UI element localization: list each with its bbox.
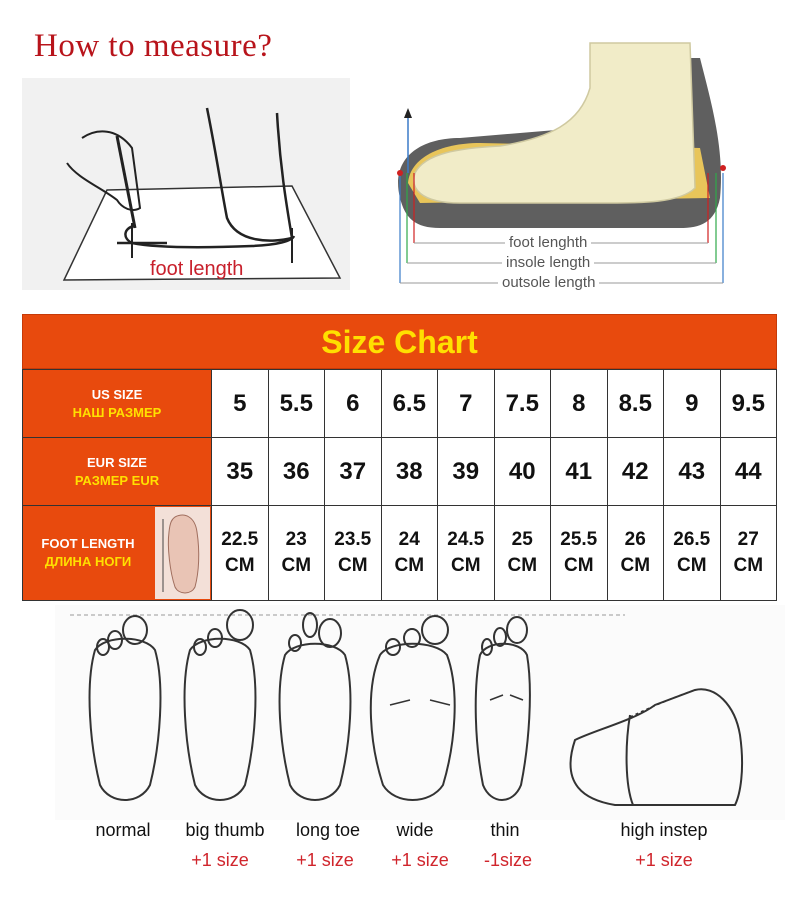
- size-chart-title: Size Chart: [321, 324, 478, 360]
- foot-length-value-cell: [381, 506, 438, 601]
- foot-outline-image: [155, 507, 210, 599]
- cm-unit: CM: [337, 555, 368, 576]
- us-size-value: 9.5: [720, 370, 777, 438]
- shoe-cross-section-illustration: [380, 38, 730, 296]
- foot-type-thin: thin: [490, 820, 520, 840]
- foot-length-value: 23.5: [334, 529, 372, 550]
- us-size-value: 8: [551, 370, 608, 438]
- foot-length-value-cell: [325, 506, 382, 601]
- size-chart-table: [22, 369, 777, 601]
- cm-unit: CM: [450, 555, 481, 576]
- foot-type-thin-adjust: -1size: [483, 850, 533, 870]
- foot-length-value: 26.5: [673, 529, 711, 550]
- eur-size-value: 42: [607, 438, 664, 506]
- us-size-label-cell: [23, 370, 212, 438]
- us-size-row: [23, 370, 777, 438]
- foot-length-value-cell: [494, 506, 551, 601]
- eur-size-label-cell: [23, 438, 212, 506]
- eur-size-value: 39: [438, 438, 495, 506]
- foot-type-big-thumb: big thumb: [185, 820, 265, 840]
- us-size-value: 6: [325, 370, 382, 438]
- foot-length-value: 24: [398, 529, 420, 550]
- foot-length-value-cell: [438, 506, 495, 601]
- foot-types-illustration: [55, 605, 785, 820]
- cm-unit: CM: [224, 555, 255, 576]
- foot-length-label-cell: [23, 506, 212, 601]
- us-size-value: 9: [664, 370, 721, 438]
- how-to-measure-title: How to measure?: [34, 28, 273, 64]
- foot-length-value: 26: [624, 529, 646, 550]
- foot-length-label: foot length: [150, 258, 244, 280]
- foot-type-big-thumb-adjust: +1 size: [191, 850, 249, 870]
- eur-size-value: 36: [268, 438, 325, 506]
- eur-size-value: 38: [381, 438, 438, 506]
- foot-type-high-instep-adjust: +1 size: [635, 850, 693, 870]
- foot-length-row-label: FOOT LENGTH: [41, 536, 135, 551]
- size-chart-header: [22, 314, 777, 369]
- foot-length-value-cell: [720, 506, 777, 601]
- us-size-value: 7: [438, 370, 495, 438]
- eur-size-value: 41: [551, 438, 608, 506]
- foot-length-value-cell: [212, 506, 269, 601]
- foot-length-value-cell: [664, 506, 721, 601]
- foot-type-normal: normal: [95, 820, 151, 840]
- foot-types-drawing: [55, 605, 785, 820]
- foot-length-value-cell: [551, 506, 608, 601]
- eur-size-row: [23, 438, 777, 506]
- eur-size-value: 35: [212, 438, 269, 506]
- foot-length-value-cell: [268, 506, 325, 601]
- foot-length-value-cell: [607, 506, 664, 601]
- us-size-label: US SIZE: [91, 386, 143, 402]
- cm-unit: CM: [563, 555, 594, 576]
- foot-type-wide: wide: [396, 820, 434, 840]
- cm-unit: CM: [394, 555, 425, 576]
- cm-unit: CM: [676, 555, 707, 576]
- eur-size-value: 44: [720, 438, 777, 506]
- foot-length-row: [23, 506, 777, 601]
- us-size-value: 5.5: [268, 370, 325, 438]
- eur-size-label-ru: РАЗМЕР EUR: [74, 472, 160, 488]
- measure-foot-illustration: [22, 78, 350, 290]
- eur-size-label: EUR SIZE: [87, 454, 147, 470]
- foot-type-labels: [0, 815, 800, 885]
- cm-unit: CM: [733, 555, 764, 576]
- foot-type-wide-adjust: +1 size: [391, 850, 449, 870]
- foot-length-value: 22.5: [221, 529, 259, 550]
- foot-length-value: 25.5: [560, 529, 598, 550]
- eur-size-value: 43: [664, 438, 721, 506]
- us-size-value: 6.5: [381, 370, 438, 438]
- foot-lenghth-label: foot lenghth: [505, 234, 591, 251]
- foot-length-value: 27: [737, 529, 759, 550]
- us-size-value: 7.5: [494, 370, 551, 438]
- foot-length-row-label-ru: ДЛИНА НОГИ: [44, 554, 132, 569]
- us-size-label-ru: НАШ РАЗМЕР: [72, 404, 162, 420]
- foot-length-value: 23: [285, 529, 307, 550]
- foot-type-long-toe: long toe: [295, 820, 361, 840]
- eur-size-value: 40: [494, 438, 551, 506]
- us-size-value: 5: [212, 370, 269, 438]
- foot-length-value: 25: [511, 529, 533, 550]
- foot-type-high-instep: high instep: [620, 820, 708, 840]
- insole-length-label: insole length: [502, 254, 594, 271]
- cm-unit: CM: [281, 555, 312, 576]
- foot-type-long-toe-adjust: +1 size: [296, 850, 354, 870]
- us-size-value: 8.5: [607, 370, 664, 438]
- outsole-length-label: outsole length: [498, 274, 599, 291]
- eur-size-value: 37: [325, 438, 382, 506]
- cm-unit: CM: [620, 555, 651, 576]
- cm-unit: CM: [507, 555, 538, 576]
- foot-length-value: 24.5: [447, 529, 485, 550]
